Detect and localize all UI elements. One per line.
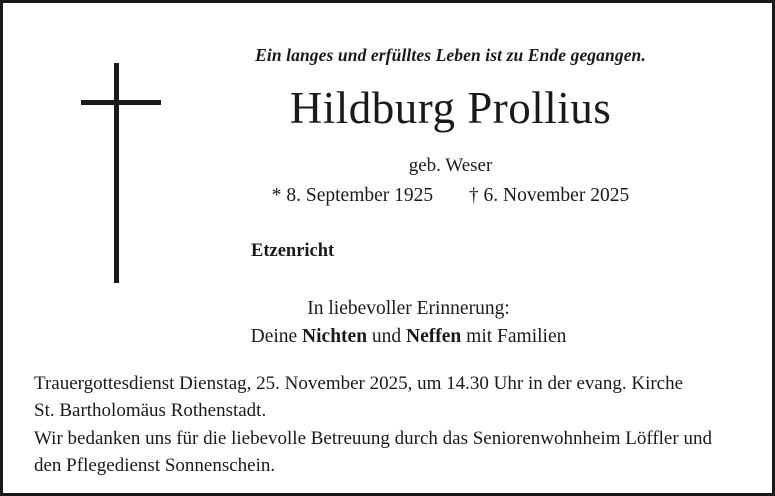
thanks-line-2: den Pflegedienst Sonnenschein.: [34, 455, 276, 477]
notice-content: [3, 3, 775, 493]
service-line-1: Trauergottesdienst Dienstag, 25. November 2025, um 14.30 Uhr in der evang. Kirche: [34, 373, 684, 394]
memoriam-signers: [39, 323, 775, 351]
lead-text: Ein langes und erfülltes Leben ist zu Ende gegangen.: [255, 45, 646, 65]
service-line-2: St. Bartholomäus Rothenstadt.: [34, 400, 267, 422]
death-date: † 6. November 2025: [468, 185, 630, 206]
memoriam-block: [3, 295, 775, 350]
memoriam-heading: In liebevoller Erinnerung:: [307, 298, 510, 319]
birth-date: * 8. September 1925: [271, 185, 434, 206]
memoriam-signers-pre: Deine: [250, 325, 303, 347]
memoriam-signers-bold1: Nichten: [302, 325, 368, 347]
maiden-name: geb. Weser: [408, 155, 493, 176]
memoriam-signers-post: mit Familien: [461, 325, 567, 347]
life-dates: [3, 185, 775, 207]
footer-details: [34, 370, 740, 479]
deceased-name: Hildburg Prollius: [289, 83, 612, 133]
memoriam-signers-mid: und: [367, 325, 407, 347]
memoriam-signers-bold2: Neffen: [406, 325, 462, 347]
thanks-line-1: Wir bedanken uns für die liebevolle Betreuung durch das Seniorenwohnheim Löffler und: [34, 427, 712, 449]
place-name: Etzenricht: [251, 241, 335, 261]
